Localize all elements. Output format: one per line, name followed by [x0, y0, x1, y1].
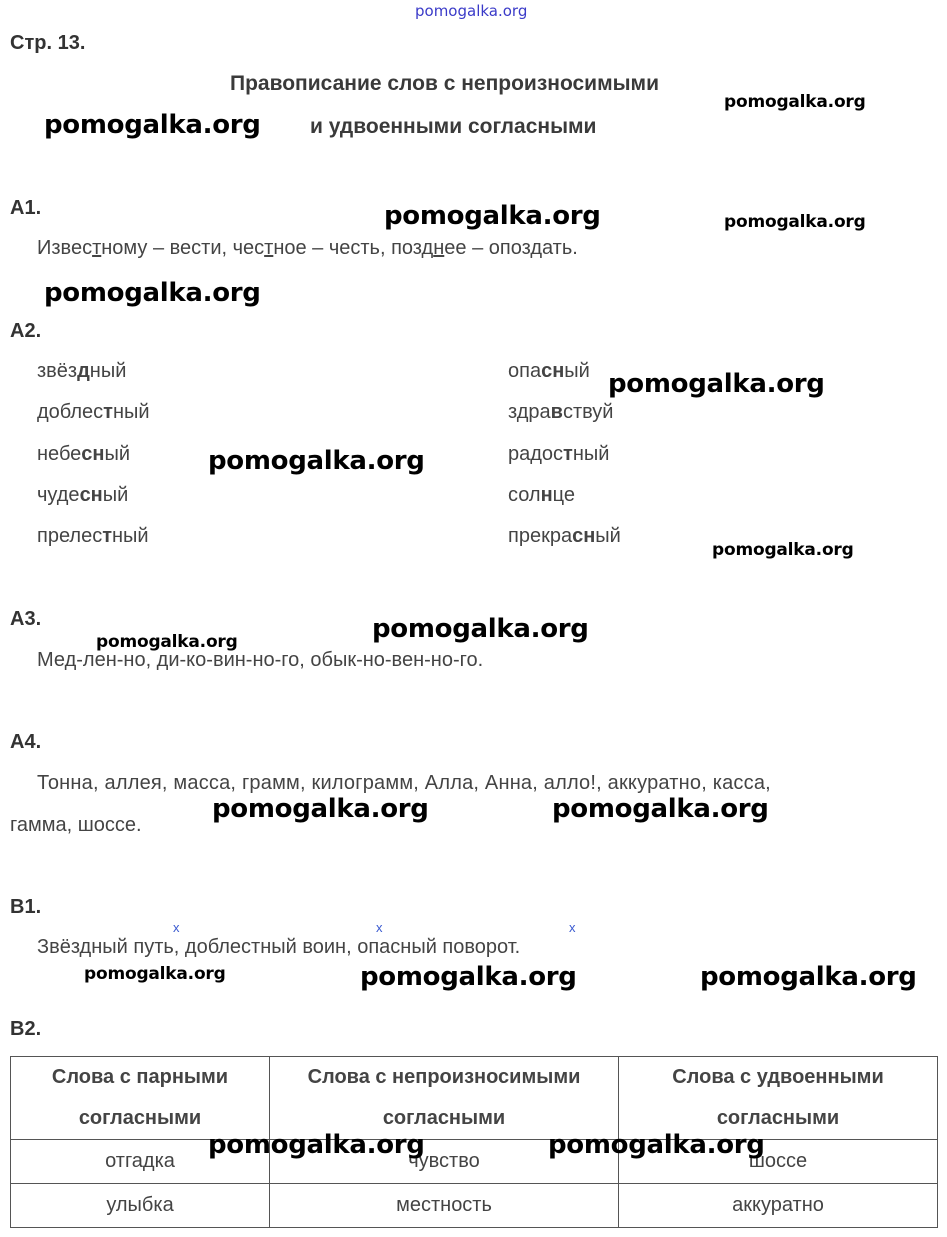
watermark: pomogalka.org [724, 212, 866, 232]
title-line-2: и удвоенными согласными [310, 115, 597, 138]
top-watermark: pomogalka.org [415, 2, 528, 20]
cross-mark: x [173, 920, 180, 935]
watermark: pomogalka.org [208, 1130, 425, 1160]
watermark: pomogalka.org [712, 540, 854, 560]
watermark: pomogalka.org [44, 110, 261, 140]
b2-label: В2. [10, 1018, 42, 1040]
column-header: Слова с удвоенными согласными [619, 1057, 938, 1140]
column-header: Слова с непроизносимыми согласными [270, 1057, 619, 1140]
b2-table [10, 1056, 938, 1228]
title-line-1: Правописание слов с непроизносимыми [230, 72, 659, 95]
a2-word: доблестный [37, 401, 150, 423]
a2-word: прекрасный [508, 525, 621, 547]
a4-label: А4. [10, 731, 42, 753]
watermark: pomogalka.org [360, 962, 577, 992]
a2-word: небесный [37, 443, 131, 465]
table-cell: местность [270, 1184, 619, 1228]
a2-word: солнце [508, 484, 576, 506]
table-cell: чувство [270, 1140, 619, 1184]
watermark: pomogalka.org [548, 1130, 765, 1160]
watermark: pomogalka.org [208, 446, 425, 476]
watermark: pomogalka.org [384, 201, 601, 231]
table-row [11, 1140, 938, 1184]
a2-word: звёздный [37, 360, 127, 382]
watermark: pomogalka.org [608, 369, 825, 399]
a3-text: Мед-лен-но, ди-ко-вин-но-го, обык-но-вен-но-го. [37, 649, 484, 671]
b1-text: Звёздный путь, доблестный воин, опасный поворот. [37, 936, 521, 958]
a2-word: здравствуй [508, 401, 614, 423]
a3-label: А3. [10, 608, 42, 630]
a1-label: А1. [10, 197, 42, 219]
watermark: pomogalka.org [96, 632, 238, 652]
table-cell: улыбка [11, 1184, 270, 1228]
a4-line-2: гамма, шоссе. [10, 814, 142, 836]
a2-label: А2. [10, 320, 42, 342]
a2-word: чудесный [37, 484, 129, 506]
a2-word: опасный [508, 360, 590, 382]
watermark: pomogalka.org [700, 962, 917, 992]
table-header-row [11, 1057, 938, 1140]
watermark: pomogalka.org [44, 278, 261, 308]
cross-mark: x [376, 920, 383, 935]
table-row [11, 1184, 938, 1228]
watermark: pomogalka.org [552, 794, 769, 824]
watermark: pomogalka.org [84, 964, 226, 984]
watermark: pomogalka.org [212, 794, 429, 824]
column-header: Слова с парными согласными [11, 1057, 270, 1140]
a2-word: радостный [508, 443, 610, 465]
page-label: Стр. 13. [10, 32, 86, 54]
table-cell: шоссе [619, 1140, 938, 1184]
watermark: pomogalka.org [372, 614, 589, 644]
b1-label: В1. [10, 896, 42, 918]
table-cell: аккуратно [619, 1184, 938, 1228]
a1-text: Известному – вести, честное – честь, позднее – опоздать. [37, 237, 578, 259]
cross-mark: x [569, 920, 576, 935]
table-cell: отгадка [11, 1140, 270, 1184]
a2-word: прелестный [37, 525, 149, 547]
a4-line-1: Тонна, аллея, масса, грамм, килограмм, Алла, Анна, алло!, аккуратно, касса, [37, 772, 771, 794]
watermark: pomogalka.org [724, 92, 866, 112]
